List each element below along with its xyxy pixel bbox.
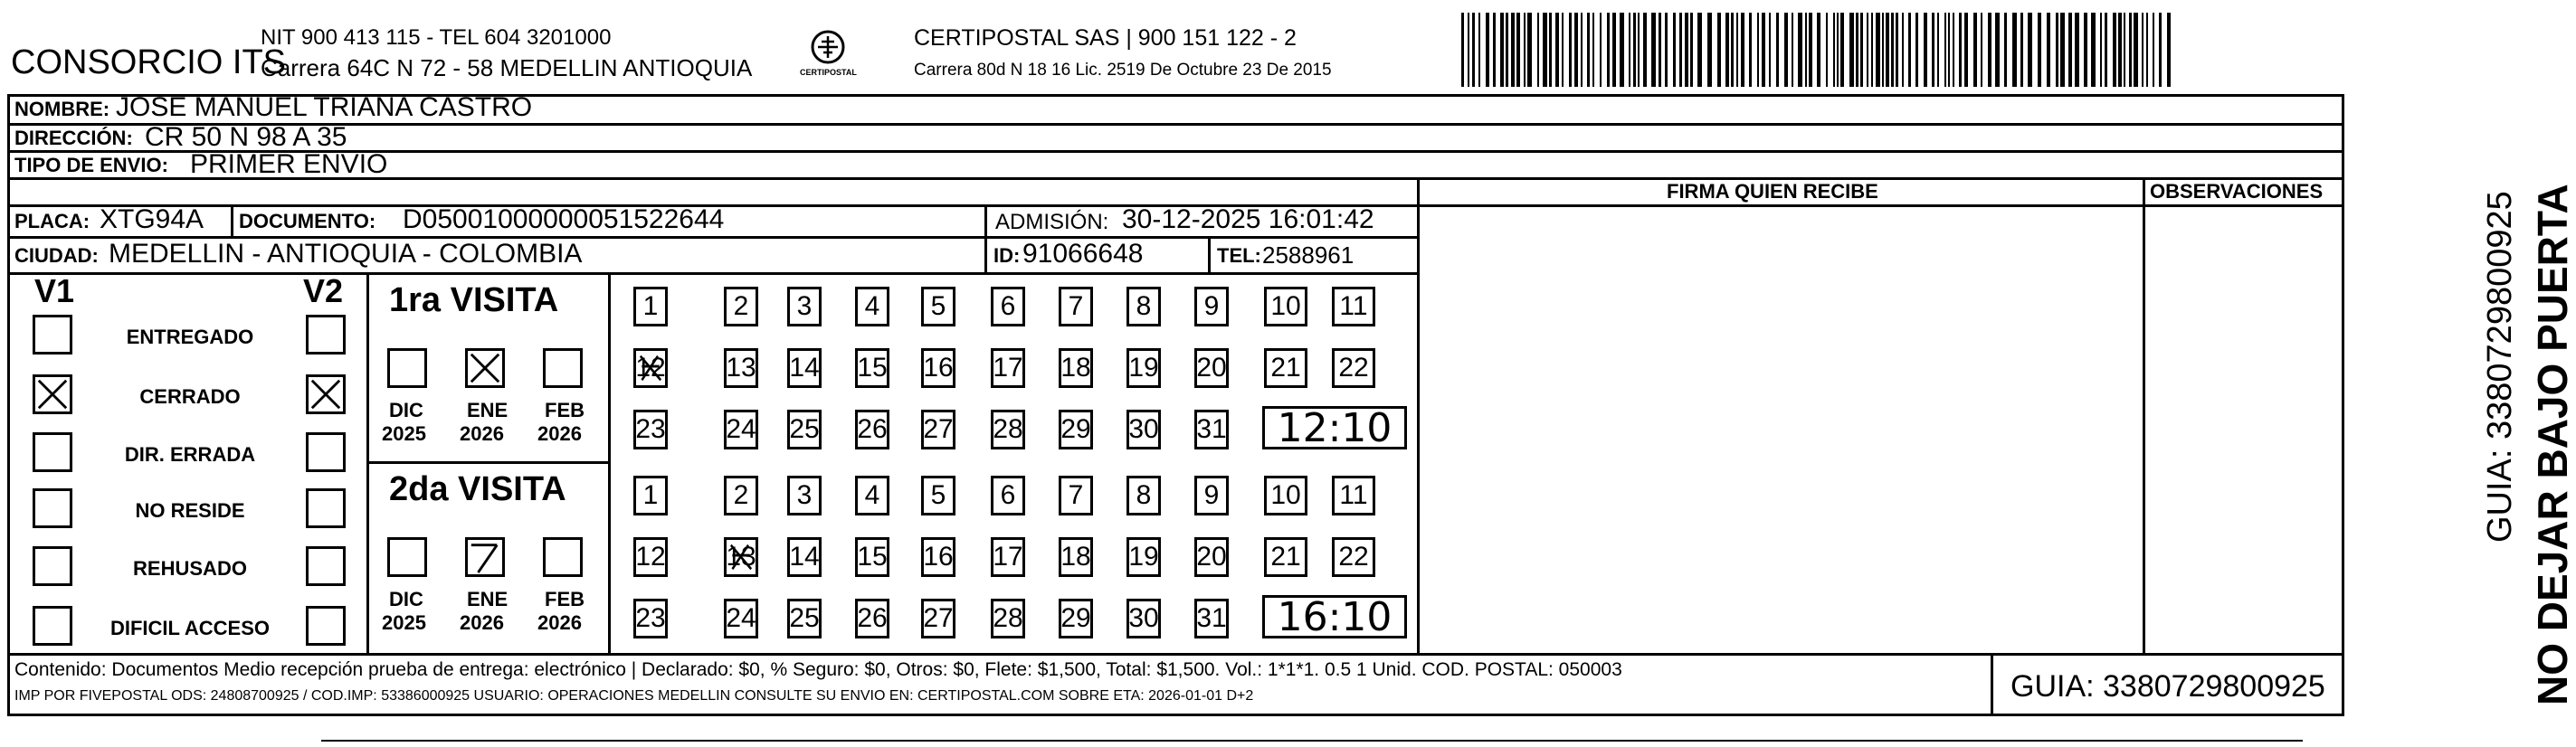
day-box[interactable]: 8 [1126, 476, 1161, 515]
nombre-label: NOMBRE: [14, 98, 110, 120]
tel-value: 2588961 [1262, 241, 1355, 269]
day-box[interactable]: 18 [1059, 348, 1093, 388]
v1-checkbox-3[interactable] [33, 488, 72, 528]
month-label: FEB [545, 588, 585, 610]
logo-text: CERTIPOSTAL [800, 68, 857, 77]
day-box[interactable]: 21 [1264, 537, 1307, 577]
day-box[interactable]: 5 [921, 476, 955, 515]
status-label: NO RESIDE [135, 499, 245, 522]
day-box[interactable]: 21 [1264, 348, 1307, 388]
day-box[interactable]: 13 [724, 348, 758, 388]
year-label: 2026 [460, 611, 504, 634]
day-box[interactable]: 25 [787, 599, 822, 638]
day-box[interactable]: 2 [724, 476, 758, 515]
id-value: 91066648 [1022, 239, 1144, 269]
visit-time: 16:10 [1262, 595, 1407, 638]
day-box[interactable]: 11 [1332, 287, 1375, 326]
v2-checkbox-5[interactable] [306, 606, 346, 646]
day-box[interactable]: 29 [1059, 599, 1093, 638]
v2-label: V2 [303, 272, 344, 309]
month-checkbox-feb[interactable] [543, 537, 583, 577]
day-box[interactable]: 23 [633, 410, 668, 449]
admision-value: 30-12-2025 16:01:42 [1122, 204, 1374, 234]
direccion-label: DIRECCIÓN: [14, 127, 133, 149]
tipo-envio-value: PRIMER ENVIO [190, 149, 388, 179]
direccion-value: CR 50 N 98 A 35 [145, 122, 347, 152]
month-label: FEB [545, 399, 585, 421]
certipostal-line2: Carrera 80d N 18 16 Lic. 2519 De Octubre 23 De 2015 [914, 61, 1332, 80]
status-label: DIR. ERRADA [124, 443, 256, 466]
visit-title: 2da VISITA [389, 470, 566, 508]
day-box[interactable]: 9 [1194, 287, 1229, 326]
company-name: CONSORCIO ITS [11, 43, 287, 81]
day-box[interactable]: 5 [921, 287, 955, 326]
day-box[interactable]: 12 [633, 348, 668, 388]
day-box[interactable]: 6 [991, 287, 1025, 326]
certipostal-logo [796, 25, 860, 83]
day-box[interactable]: 20 [1194, 537, 1229, 577]
month-checkbox-dic[interactable] [387, 348, 427, 388]
month-checkbox-ene[interactable] [465, 537, 505, 577]
day-box[interactable]: 22 [1332, 537, 1375, 577]
month-label: DIC [389, 588, 423, 610]
day-box[interactable]: 13 [724, 537, 758, 577]
id-label: ID: [993, 244, 1021, 267]
status-label: CERRADO [139, 385, 241, 408]
ciudad-label: CIUDAD: [14, 244, 99, 267]
v1-checkbox-0[interactable] [33, 315, 72, 355]
day-box[interactable]: 26 [855, 599, 889, 638]
day-box[interactable]: 20 [1194, 348, 1229, 388]
v1-label: V1 [34, 272, 75, 309]
admision-label: ADMISIÓN: [995, 210, 1109, 234]
status-label: ENTREGADO [126, 326, 254, 348]
ciudad-value: MEDELLIN - ANTIOQUIA - COLOMBIA [109, 239, 583, 269]
day-box[interactable]: 3 [787, 476, 822, 515]
day-box[interactable]: 2 [724, 287, 758, 326]
v1-checkbox-5[interactable] [33, 606, 72, 646]
day-box[interactable]: 31 [1194, 410, 1229, 449]
day-box[interactable]: 1 [633, 287, 668, 326]
day-box[interactable]: 28 [991, 410, 1025, 449]
day-box[interactable]: 14 [787, 537, 822, 577]
day-box[interactable]: 7 [1059, 476, 1093, 515]
day-box[interactable]: 12 [633, 537, 668, 577]
tel-label: TEL: [1217, 244, 1261, 267]
observaciones-header: OBSERVACIONES [2150, 180, 2324, 203]
day-box[interactable]: 29 [1059, 410, 1093, 449]
day-box[interactable]: 30 [1126, 410, 1161, 449]
v2-checkbox-2[interactable] [306, 432, 346, 472]
documento-value: D05001000000051522644 [403, 204, 725, 234]
month-label: ENE [467, 399, 509, 421]
day-box[interactable]: 10 [1264, 476, 1307, 515]
day-box[interactable]: 17 [991, 537, 1025, 577]
barcode [1461, 13, 2176, 87]
company-address: Carrera 64C N 72 - 58 MEDELLIN ANTIOQUIA [261, 54, 753, 81]
v1-checkbox-2[interactable] [33, 432, 72, 472]
day-box[interactable]: 27 [921, 599, 955, 638]
day-box[interactable]: 1 [633, 476, 668, 515]
day-box[interactable]: 25 [787, 410, 822, 449]
day-box[interactable]: 27 [921, 410, 955, 449]
footer-line1: Contenido: Documentos Medio recepción prueba de entrega: electrónico | Declarado: $0, % Seguro: $0, Otros: $0, Flete: $1,500, Total: $1,500. Vol.: 1*1*1. 0.5 1 Unid. COD. POSTAL: 050003 [14, 659, 1622, 680]
firma-header: FIRMA QUIEN RECIBE [1667, 180, 1878, 203]
v1-checkbox-1[interactable] [33, 374, 72, 414]
v2-checkbox-3[interactable] [306, 488, 346, 528]
year-label: 2026 [537, 611, 582, 634]
day-box[interactable]: 15 [855, 537, 889, 577]
year-label: 2026 [460, 422, 504, 445]
year-label: 2025 [382, 422, 426, 445]
main-frame [7, 94, 2344, 716]
nombre-value: JOSE MANUEL TRIANA CASTRO [116, 92, 533, 122]
day-box[interactable]: 24 [724, 410, 758, 449]
day-box[interactable]: 24 [724, 599, 758, 638]
status-label: REHUSADO [133, 557, 247, 580]
month-checkbox-ene[interactable] [465, 348, 505, 388]
placa-value: XTG94A [100, 204, 204, 234]
day-box[interactable]: 23 [633, 599, 668, 638]
day-box[interactable]: 9 [1194, 476, 1229, 515]
tipo-envio-label: TIPO DE ENVIO: [14, 154, 168, 176]
footer-guia: GUIA: 3380729800925 [2010, 669, 2325, 704]
day-box[interactable]: 17 [991, 348, 1025, 388]
day-box[interactable]: 15 [855, 348, 889, 388]
day-box[interactable]: 3 [787, 287, 822, 326]
day-box[interactable]: 10 [1264, 287, 1307, 326]
footer-line2: IMP POR FIVEPOSTAL ODS: 24808700925 / COD.IMP: 53386000925 USUARIO: OPERACIONES MEDELLIN CONSULTE SU ENVIO EN: CERTIPOSTAL.COM SOBRE ETA: 2026-01-01 D+2 [14, 688, 1254, 704]
day-box[interactable]: 4 [855, 287, 889, 326]
v1-checkbox-4[interactable] [33, 546, 72, 586]
month-checkbox-dic[interactable] [387, 537, 427, 577]
nit-line: NIT 900 413 115 - TEL 604 3201000 [261, 25, 612, 50]
day-box[interactable]: 6 [991, 476, 1025, 515]
month-label: ENE [467, 588, 509, 610]
month-label: DIC [389, 399, 423, 421]
day-box[interactable]: 18 [1059, 537, 1093, 577]
day-box[interactable]: 7 [1059, 287, 1093, 326]
day-box[interactable]: 30 [1126, 599, 1161, 638]
day-box[interactable]: 16 [921, 348, 955, 388]
day-box[interactable]: 8 [1126, 287, 1161, 326]
day-box[interactable]: 26 [855, 410, 889, 449]
placa-label: PLACA: [14, 210, 90, 232]
visit-time: 12:10 [1262, 406, 1407, 449]
day-box[interactable]: 14 [787, 348, 822, 388]
day-box[interactable]: 19 [1126, 537, 1161, 577]
v2-checkbox-0[interactable] [306, 315, 346, 355]
day-box[interactable]: 31 [1194, 599, 1229, 638]
v2-checkbox-1[interactable] [306, 374, 346, 414]
day-box[interactable]: 4 [855, 476, 889, 515]
year-label: 2026 [537, 422, 582, 445]
day-box[interactable]: 11 [1332, 476, 1375, 515]
year-label: 2025 [382, 611, 426, 634]
month-checkbox-feb[interactable] [543, 348, 583, 388]
status-label: DIFICIL ACCESO [109, 617, 271, 639]
visit-title: 1ra VISITA [389, 281, 559, 319]
v2-checkbox-4[interactable] [306, 546, 346, 586]
day-box[interactable]: 19 [1126, 348, 1161, 388]
side-guia: GUIA: 3380729800925 [2481, 191, 2519, 543]
day-box[interactable]: 22 [1332, 348, 1375, 388]
documento-label: DOCUMENTO: [239, 210, 376, 232]
no-dejar-bajo-puerta: NO DEJAR BAJO PUERTA [2529, 184, 2576, 705]
day-box[interactable]: 16 [921, 537, 955, 577]
day-box[interactable]: 28 [991, 599, 1025, 638]
certipostal-line1: CERTIPOSTAL SAS | 900 151 122 - 2 [914, 25, 1297, 51]
